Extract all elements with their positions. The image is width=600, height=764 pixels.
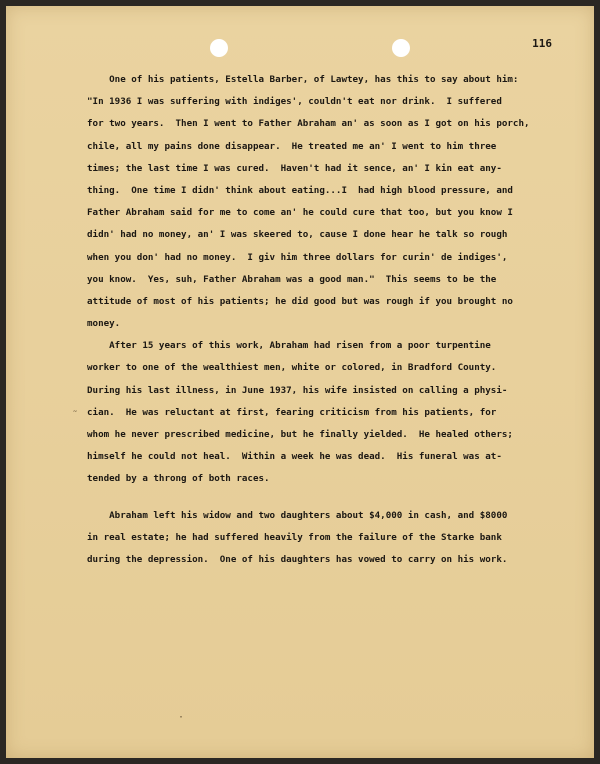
punch-hole-left (210, 39, 228, 57)
text-line: chile, all my pains done disappear. He treated me an' I went to him three (87, 140, 497, 152)
paragraph-1 (87, 74, 537, 340)
text-line: tended by a throng of both races. (87, 473, 270, 485)
punch-hole-right (392, 39, 410, 57)
document-page (6, 6, 594, 758)
text-line: attitude of most of his patients; he did good but was rough if you brought no (87, 295, 513, 307)
document-body (87, 74, 537, 576)
text-line: in real estate; he had suffered heavily from the failure of the Starke bank (87, 531, 502, 543)
text-line: "In 1936 I was suffering with indiges', couldn't eat nor drink. I suffered (87, 96, 502, 108)
text-line: One of his patients, Estella Barber, of Lawtey, has this to say about him: (87, 74, 519, 85)
text-line: didn' had no money, an' I was skeered to, cause I done hear he talk so rough (87, 229, 508, 241)
text-line: times; the last time I was cured. Haven't had it sence, an' I kin eat any- (87, 162, 502, 174)
text-line: himself he could not heal. Within a week he was dead. His funeral was at- (87, 451, 502, 463)
paragraph-2 (87, 340, 537, 495)
text-line: During his last illness, in June 1937, his wife insisted on calling a physi- (87, 384, 508, 396)
text-line: After 15 years of this work, Abraham had risen from a poor turpentine (87, 340, 491, 352)
paper-speck: · (178, 712, 185, 723)
text-line: when you don' had no money. I giv him three dollars for curin' de indiges', (87, 251, 508, 263)
text-line: thing. One time I didn' think about eating...I had high blood pressure, and (87, 184, 513, 196)
text-line: during the depression. One of his daughters has vowed to carry on his work. (87, 553, 508, 565)
paragraph-3 (87, 510, 537, 577)
margin-mark: ˜ (72, 410, 79, 421)
text-line: money. (87, 318, 121, 330)
text-line: cian. He was reluctant at first, fearing criticism from his patients, for (87, 406, 497, 418)
text-line: whom he never prescribed medicine, but he finally yielded. He healed others; (87, 429, 513, 440)
text-line: worker to one of the wealthiest men, white or colored, in Bradford County. (87, 362, 497, 374)
page-number: 116 (532, 37, 552, 50)
paragraph-gap (87, 496, 537, 510)
text-line: Father Abraham said for me to come an' he could cure that too, but you know I (87, 207, 513, 219)
text-line: Abraham left his widow and two daughters about $4,000 in cash, and $8000 (87, 509, 508, 521)
text-line: you know. Yes, suh, Father Abraham was a good man." This seems to be the (87, 273, 497, 285)
text-line: for two years. Then I went to Father Abraham an' as soon as I got on his porch, (87, 118, 530, 130)
